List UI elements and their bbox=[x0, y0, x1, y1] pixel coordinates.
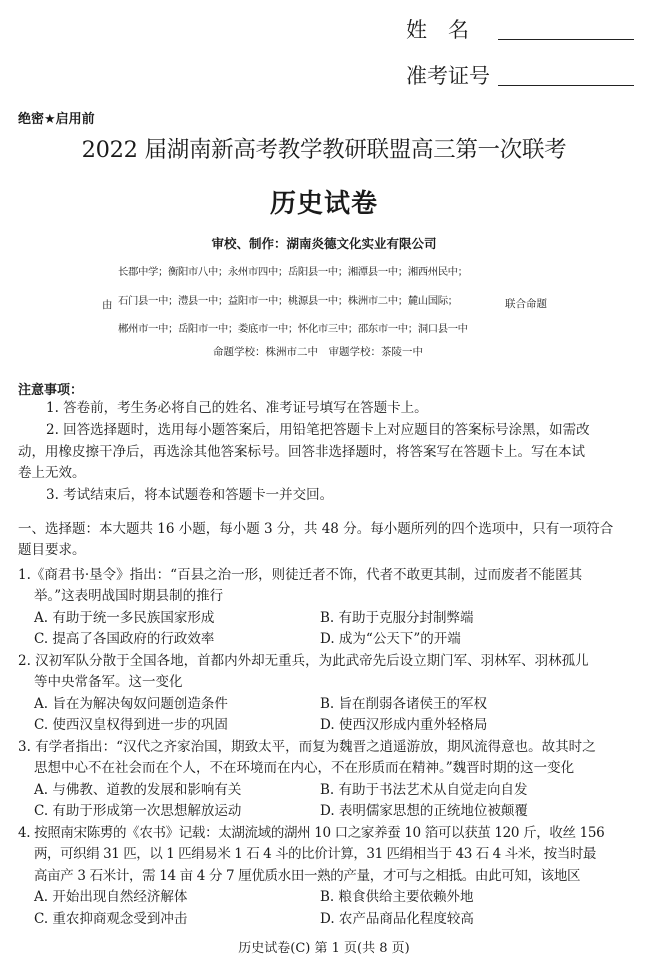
q2-option-d[interactable]: D. 使西汉形成内重外轻格局 bbox=[320, 717, 488, 733]
exam-id-label: 准考证号 bbox=[406, 64, 490, 88]
q4-option-a[interactable]: A. 开始出现自然经济解体 bbox=[34, 889, 188, 905]
q1-option-d[interactable]: D. 成为“公天下”的开端 bbox=[320, 631, 461, 647]
school-line-2: 石门县一中；澧县一中；益阳市一中；桃源县一中；株洲市二中；麓山国际； bbox=[118, 295, 458, 307]
question-1-stem: 1.《商君书·垦令》指出：“百县之治一形，则徒迁者不饰，代者不敢更其制，过而废者不能匿其 bbox=[18, 567, 583, 583]
note-line: 3. 考试结束后，将本试题卷和答题卡一并交回。 bbox=[46, 487, 334, 503]
question-3-stem: 3. 有学者指出：“汉代之齐家治国，期致太平，而复为魏晋之逍遥游放，期风流得意也。故其时之 bbox=[18, 739, 596, 755]
q4-option-b[interactable]: B. 粮食供给主要依赖外地 bbox=[320, 889, 474, 905]
q3-option-a[interactable]: A. 与佛教、道教的发展和影响有关 bbox=[34, 782, 242, 798]
note-line: 卷上无效。 bbox=[18, 465, 86, 481]
question-3-stem: 思想中心不在社会而在个人，不在环境而在内心，不在形质而在精神。”魏晋时期的这一变化 bbox=[34, 760, 575, 776]
exam-id-input-line[interactable] bbox=[498, 62, 634, 86]
note-line: 1. 答卷前，考生务必将自己的姓名、准考证号填写在答题卡上。 bbox=[46, 400, 428, 416]
note-line: 2. 回答选择题时，选用每小题答案后，用铅笔把答题卡上对应题目的答案标号涂黑，如需改 bbox=[46, 422, 590, 438]
by-label: 由 bbox=[102, 299, 113, 311]
q3-option-b[interactable]: B. 有助于书法艺术从自觉走向自发 bbox=[320, 782, 528, 798]
q3-option-d[interactable]: D. 表明儒家思想的正统地位被颠覆 bbox=[320, 803, 528, 819]
q1-option-b[interactable]: B. 有助于克服分封制弊端 bbox=[320, 610, 474, 626]
q4-option-d[interactable]: D. 农产品商品化程度较高 bbox=[320, 911, 474, 927]
question-2-stem: 等中央常备军。这一变化 bbox=[34, 674, 183, 690]
proposer-line: 命题学校：株洲市二中 审题学校：茶陵一中 bbox=[213, 346, 423, 358]
producer-line: 审校、制作：湖南炎德文化实业有限公司 bbox=[211, 236, 437, 251]
name-label: 姓 名 bbox=[406, 18, 469, 42]
section-header: 题目要求。 bbox=[18, 542, 86, 558]
q2-option-b[interactable]: B. 旨在削弱各诸侯王的军权 bbox=[320, 696, 488, 712]
q1-option-a[interactable]: A. 有助于统一多民族国家形成 bbox=[34, 610, 215, 626]
exam-title: 2022 届湖南新高考教学教研联盟高三第一次联考 bbox=[81, 137, 567, 163]
joint-label: 联合命题 bbox=[505, 298, 547, 310]
q2-option-c[interactable]: C. 使西汉皇权得到进一步的巩固 bbox=[34, 717, 228, 733]
question-4-stem: 4. 按照南宋陈旉的《农书》记载：太湖流域的湖州 10 口之家养蚕 10 箔可以获茧 120 斤，收丝 156 bbox=[18, 825, 605, 841]
school-line-3: 郴州市一中；岳阳市一中；娄底市一中；怀化市三中；邵东市一中；洞口县一中 bbox=[118, 323, 468, 335]
school-line-1: 长郡中学；衡阳市八中；永州市四中；岳阳县一中；湘潭县一中；湘西州民中； bbox=[118, 266, 468, 278]
q3-option-c[interactable]: C. 有助于形成第一次思想解放运动 bbox=[34, 803, 242, 819]
note-line: 动，用橡皮擦干净后，再选涂其他答案标号。回答非选择题时，将答案写在答题卡上。写在本试 bbox=[18, 444, 585, 460]
question-4-stem: 两，可织绢 31 匹，以 1 匹绢易米 1 石 4 斗的比价计算，31 匹绢相当于 43 石 4 斗米，按当时最 bbox=[34, 846, 596, 862]
page-footer: 历史试卷(C) 第 1 页(共 8 页) bbox=[238, 941, 410, 956]
secret-mark: 绝密★启用前 bbox=[18, 112, 95, 127]
q4-option-c[interactable]: C. 重农抑商观念受到冲击 bbox=[34, 911, 188, 927]
subject-title: 历史试卷 bbox=[269, 189, 378, 219]
notes-heading: 注意事项： bbox=[18, 383, 84, 398]
q2-option-a[interactable]: A. 旨在为解决匈奴问题创造条件 bbox=[34, 696, 228, 712]
question-1-stem: 举。”这表明战国时期县制的推行 bbox=[34, 588, 224, 604]
section-header: 一、选择题：本大题共 16 小题，每小题 3 分，共 48 分。每小题所列的四个选项中，只有一项符合 bbox=[18, 521, 614, 537]
name-input-line[interactable] bbox=[498, 16, 634, 40]
q1-option-c[interactable]: C. 提高了各国政府的行政效率 bbox=[34, 631, 215, 647]
question-4-stem: 高亩产 3 石米计，需 14 亩 4 分 7 厘优质水田一熟的产量，才可与之相抵。由此可知，该地区 bbox=[34, 868, 581, 884]
question-2-stem: 2. 汉初军队分散于全国各地，首都内外却无重兵，为此武帝先后设立期门军、羽林军、羽林孤儿 bbox=[18, 653, 589, 669]
